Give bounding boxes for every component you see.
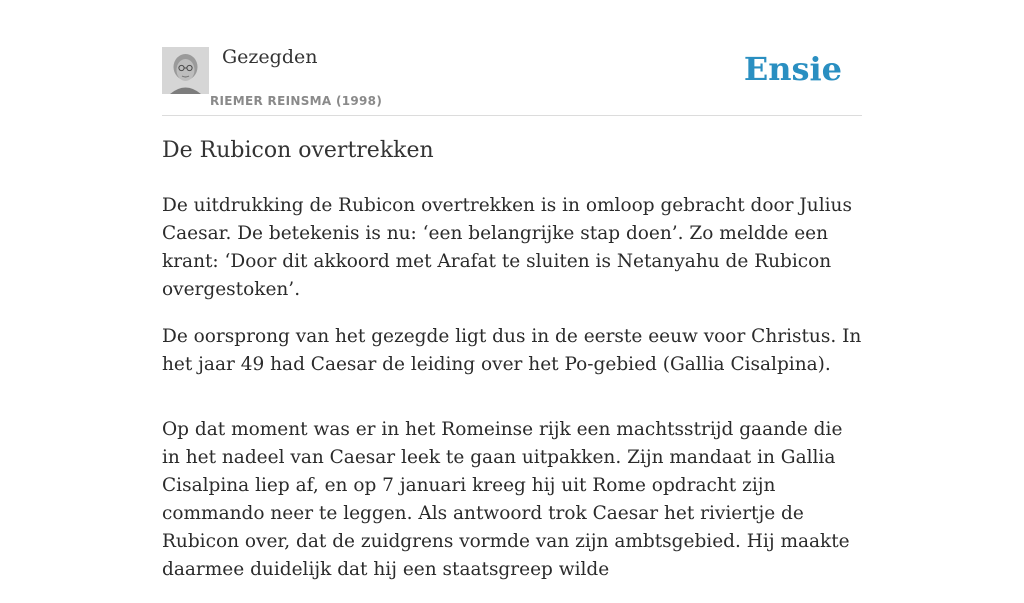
paragraph-spacer <box>162 398 862 416</box>
brand-logo[interactable]: Ensie <box>743 50 842 88</box>
blog-title[interactable]: Gezegden <box>222 46 318 68</box>
avatar[interactable] <box>162 47 209 94</box>
article-title: De Rubicon overtrekken <box>162 138 434 163</box>
article-body <box>162 192 862 603</box>
page-header <box>162 44 862 116</box>
author-byline: RIEMER REINSMA (1998) <box>210 94 383 108</box>
article-paragraph: De uitdrukking de Rubicon overtrekken is in omloop gebracht door Julius Caesar. De betekenis is nu: ‘een belangrijke stap doen’. Zo meldde een krant: ‘Door dit akkoord met Arafat te sluiten is Netanyahu de Rubicon overgestoken’. <box>162 195 852 300</box>
article-paragraph: De oorsprong van het gezegde ligt dus in de eerste eeuw voor Christus. In het jaar 49 had Caesar de leiding over het Po-gebied (Gallia Cisalpina). <box>162 326 862 375</box>
article-paragraph: Op dat moment was er in het Romeinse rijk een machtsstrijd gaande die in het nadeel van Caesar leek te gaan uitpakken. Zijn mandaat in Gallia Cisalpina liep af, en op 7 januari kreeg hij uit Rome opdracht zijn commando neer te leggen. Als antwoord trok Caesar het riviertje de Rubicon over, dat de zuidgrens vormde van zijn ambtsgebied. Hij maakte daarmee duidelijk dat hij een staatsgreep wilde <box>162 419 850 580</box>
